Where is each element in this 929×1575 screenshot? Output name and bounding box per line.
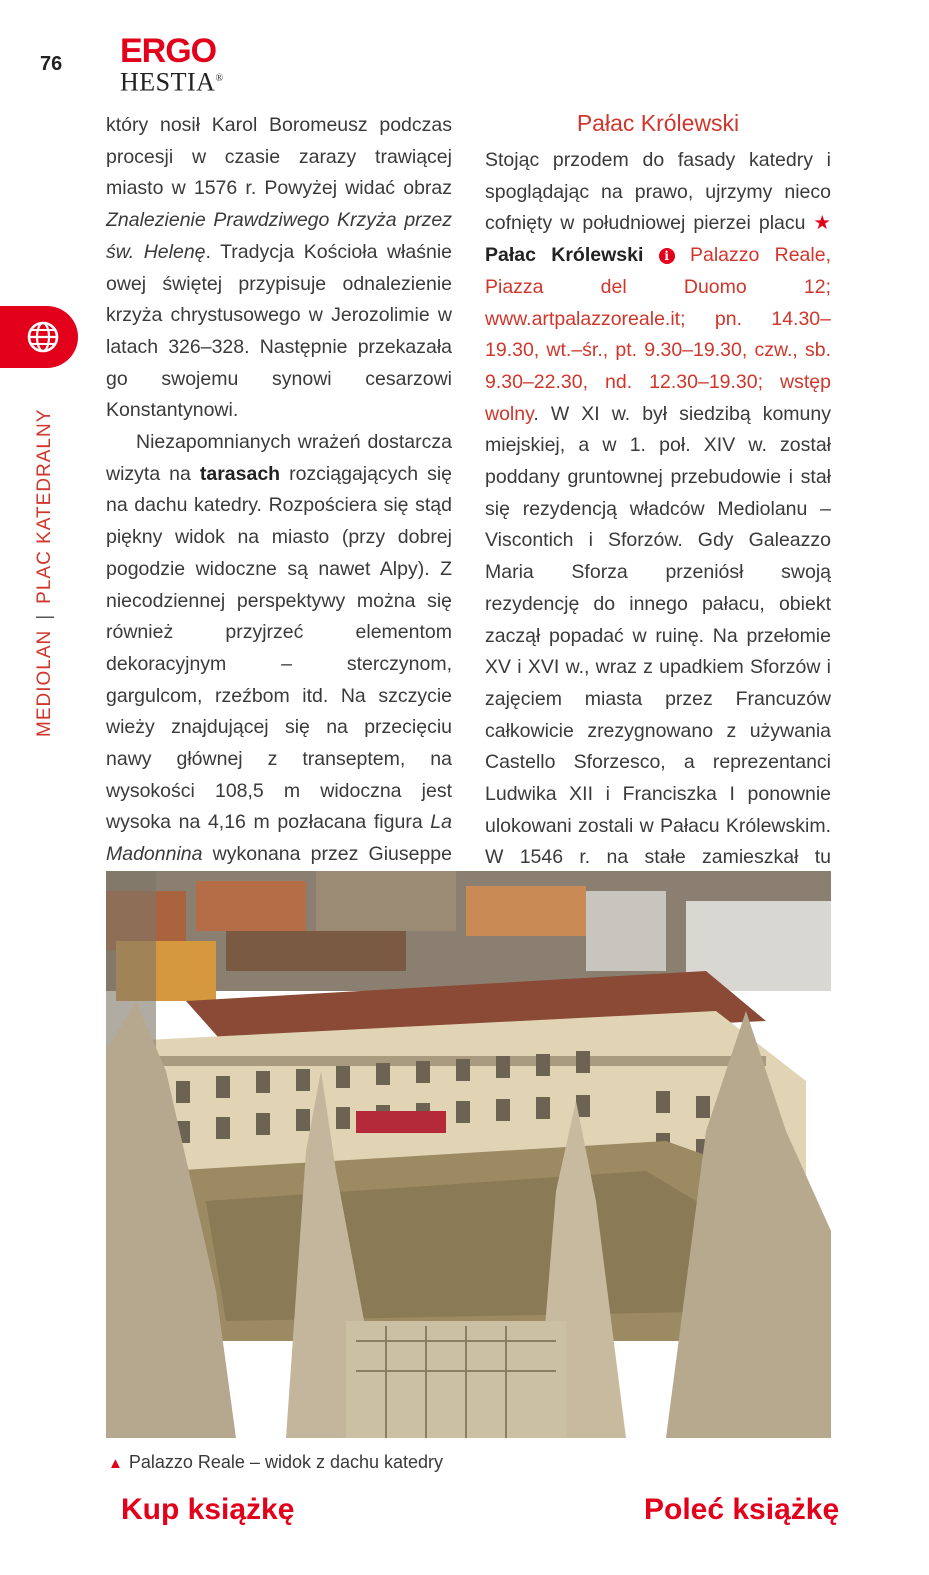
side-section-label [34,409,56,737]
right-column [485,110,831,938]
text: Niezapomnianych wrażeń dostarcza wizyta na [106,431,452,485]
visitor-info-link[interactable]: Palazzo Reale, Piazza del Duomo 12; www.artpalazzoreale.it; pn. 14.30–19.30, wt.–śr., pt. 9.30–19.30, czw., sb. 9.30–22.30, nd. 12.30–19.30; wstęp wolny [485,244,831,425]
buy-book-link[interactable]: Kup książkę [121,1493,295,1526]
section-tab [0,306,78,368]
logo-registered-mark: ® [215,73,224,84]
caption-text: Palazzo Reale – widok z dachu katedry [128,1452,444,1472]
text: rozciągających się na dachu katedry. Rozpościera się stąd piękny widok na miasto (przy dobrej pogodzie widoczne są nawet Alpy). Z niecodziennej perspektywy można się również przyjrzeć elementom dekoracyjnym – sterczynom, gargulcom, rzeźbom itd. Na szczycie wieży znajdującej się na przecięciu nawy głównej z transeptem, na wysokości 108,5 m widoczna jest wysoka na 4,16 m pozłacana figura [106,462,452,834]
side-section: PLAC KATEDRALNY [34,408,55,604]
side-city: MEDIOLAN [34,629,55,737]
side-separator: | [34,613,55,620]
painting-title: Znalezienie Prawdziwego Krzyża przez św. Helenę [106,209,452,263]
caption-marker-icon: ▲ [108,1455,123,1472]
text: . Tradycja Kościoła właśnie owej świętej przypisuje odnalezienie krzyża chrystusowego w Jerozolimie w latach 326–328. Następnie przekazała go swojemu synowi cesarzowi Konstantynowi. [106,240,452,422]
recommend-book-link[interactable]: Poleć książkę [644,1493,840,1526]
info-icon: i [659,248,675,264]
keyword-terraces: tarasach [199,462,281,485]
text: . W XI w. był siedzibą komuny miejskiej, a w 1. poł. XIV w. został poddany gruntownej przebudowie i stał się rezydencją władców Mediolanu – Viscontich i Sforzów. Gdy Galeazzo Maria Sforza przeniósł swoją rezydencję do innego pałacu, obiekt zaczął popadać w ruinę. Na przełomie XV i XVI w., wraz z upadkiem Sforzów i zajęciem miasta przez Francuzów całkowicie zrezygnowano z używania Castello Sforzesco, a reprezentanci Ludwika XII i Franciszka I ponownie ulokowani zostali w Pałacu Królewskim. W 1546 r. na stałe zamieszkał tu [485,402,831,869]
text: wykonana przez Giuseppe [212,843,452,866]
paragraph-terraces [106,427,452,903]
palace-name: Pałac Królewski [485,244,644,267]
logo-hestia-text: HESTIA [120,67,216,97]
star-icon: ★ [813,212,831,235]
left-column [106,110,452,903]
photo-caption [108,1452,443,1473]
text: który nosił Karol Boromeusz podczas procesji w czasie zarazy trawiącej miasto w 1576 r. Powyżej widać obraz [106,114,452,200]
page-number: 76 [40,53,63,75]
paragraph-palace [485,145,831,938]
paragraph-relic [106,110,452,427]
ergo-hestia-logo [120,32,230,97]
section-heading: Pałac Królewski [576,110,740,136]
text: Stojąc przodem do fasady katedry i spoglądając na prawo, ujrzymy nieco cofnięty w południowej pierzei placu [485,149,831,235]
palazzo-reale-photo [106,871,831,1438]
logo-ergo: ERGO [120,32,217,70]
logo-hestia [120,66,230,96]
statue-title: La Madonnina [106,811,452,866]
globe-icon [26,320,60,354]
